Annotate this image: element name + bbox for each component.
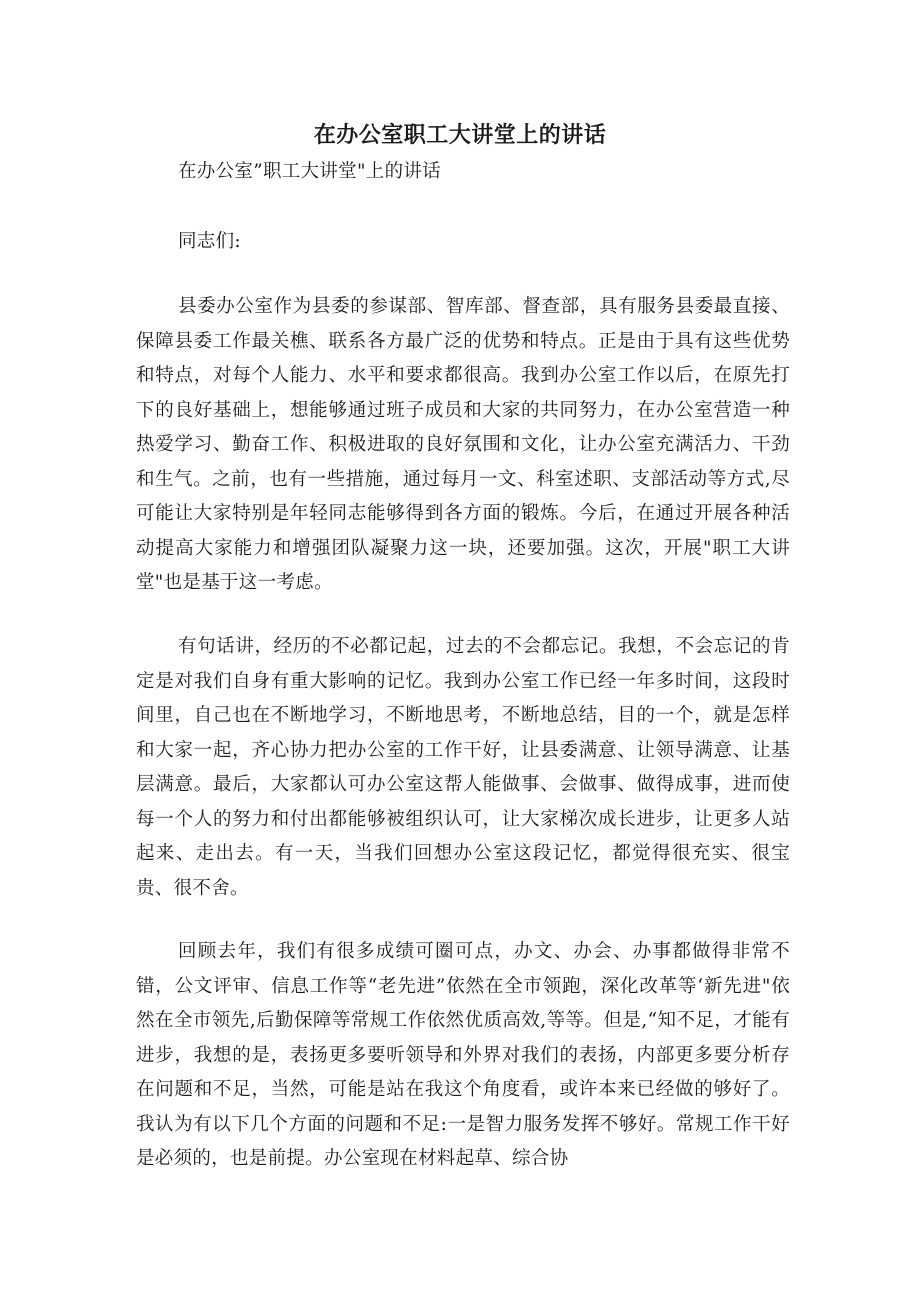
paragraph-3: 回顾去年，我们有很多成绩可圈可点，办文、办会、办事都做得非常不错，公文评审、信息工作等“老先进”依然在全市领跑，深化改革等‘新先进"依然在全市领先,后勤保障等常规工作依然优质高效,等等。但是,“知不足，才能有进步，我想的是，表扬更多要听领导和外界对我们的表扬，内部更多要分析存在问题和不足，当然，可能是站在我这个角度看，或许本来已经做的够好了。我认为有以下几个方面的问题和不足:一是智力服务发挥不够好。常规工作干好是必须的，也是前提。办公室现在材料起草、综合协 [136, 941, 790, 1169]
paragraph-2: 有句话讲，经历的不必都记起，过去的不会都忘记。我想，不会忘记的肯定是对我们自身有重大影响的记忆。我到办公室工作已经一年多时间，这段时间里，自己也在不断地学习，不断地思考，不断地总结，目的一个，就是怎样和大家一起，齐心协力把办公室的工作干好，让县委满意、让领导满意、让基层满意。最后，大家都认可办公室这帮人能做事、会做事、做得成事，进而使每一个人的努力和付出都能够被组织认可，让大家梯次成长进步，让更多人站起来、走出去。有一天，当我们回想办公室这段记忆，都觉得很充实、很宝贵、很不舍。 [136, 636, 790, 899]
document-title: 在办公室职工大讲堂上的讲话 [313, 123, 607, 148]
document-subtitle: 在办公室”职工大讲堂"上的讲话 [178, 161, 441, 182]
paragraph-1: 县委办公室作为县委的参谋部、智库部、督查部，具有服务县委最直接、保障县委工作最关樵、联系各方最广泛的优势和特点。正是由于具有这些优势和特点，对每个人能力、水平和要求都很高。我到办公室工作以后，在原先打下的良好基础上，想能够通过班子成员和大家的共同努力，在办公室营造一种热爱学习、勤奋工作、积极进取的良好氛围和文化，让办公室充满活力、干劲和生气。之前，也有一些措施，通过每月一文、科室述职、支部活动等方式,尽可能让大家特别是年轻同志能够得到各方面的锻炼。今后，在通过开展各种活动提高大家能力和增强团队凝聚力这一块，还要加强。这次，开展"职工大讲堂"也是基于这一考虑。 [136, 296, 790, 593]
greeting: 同志们: [178, 231, 241, 252]
